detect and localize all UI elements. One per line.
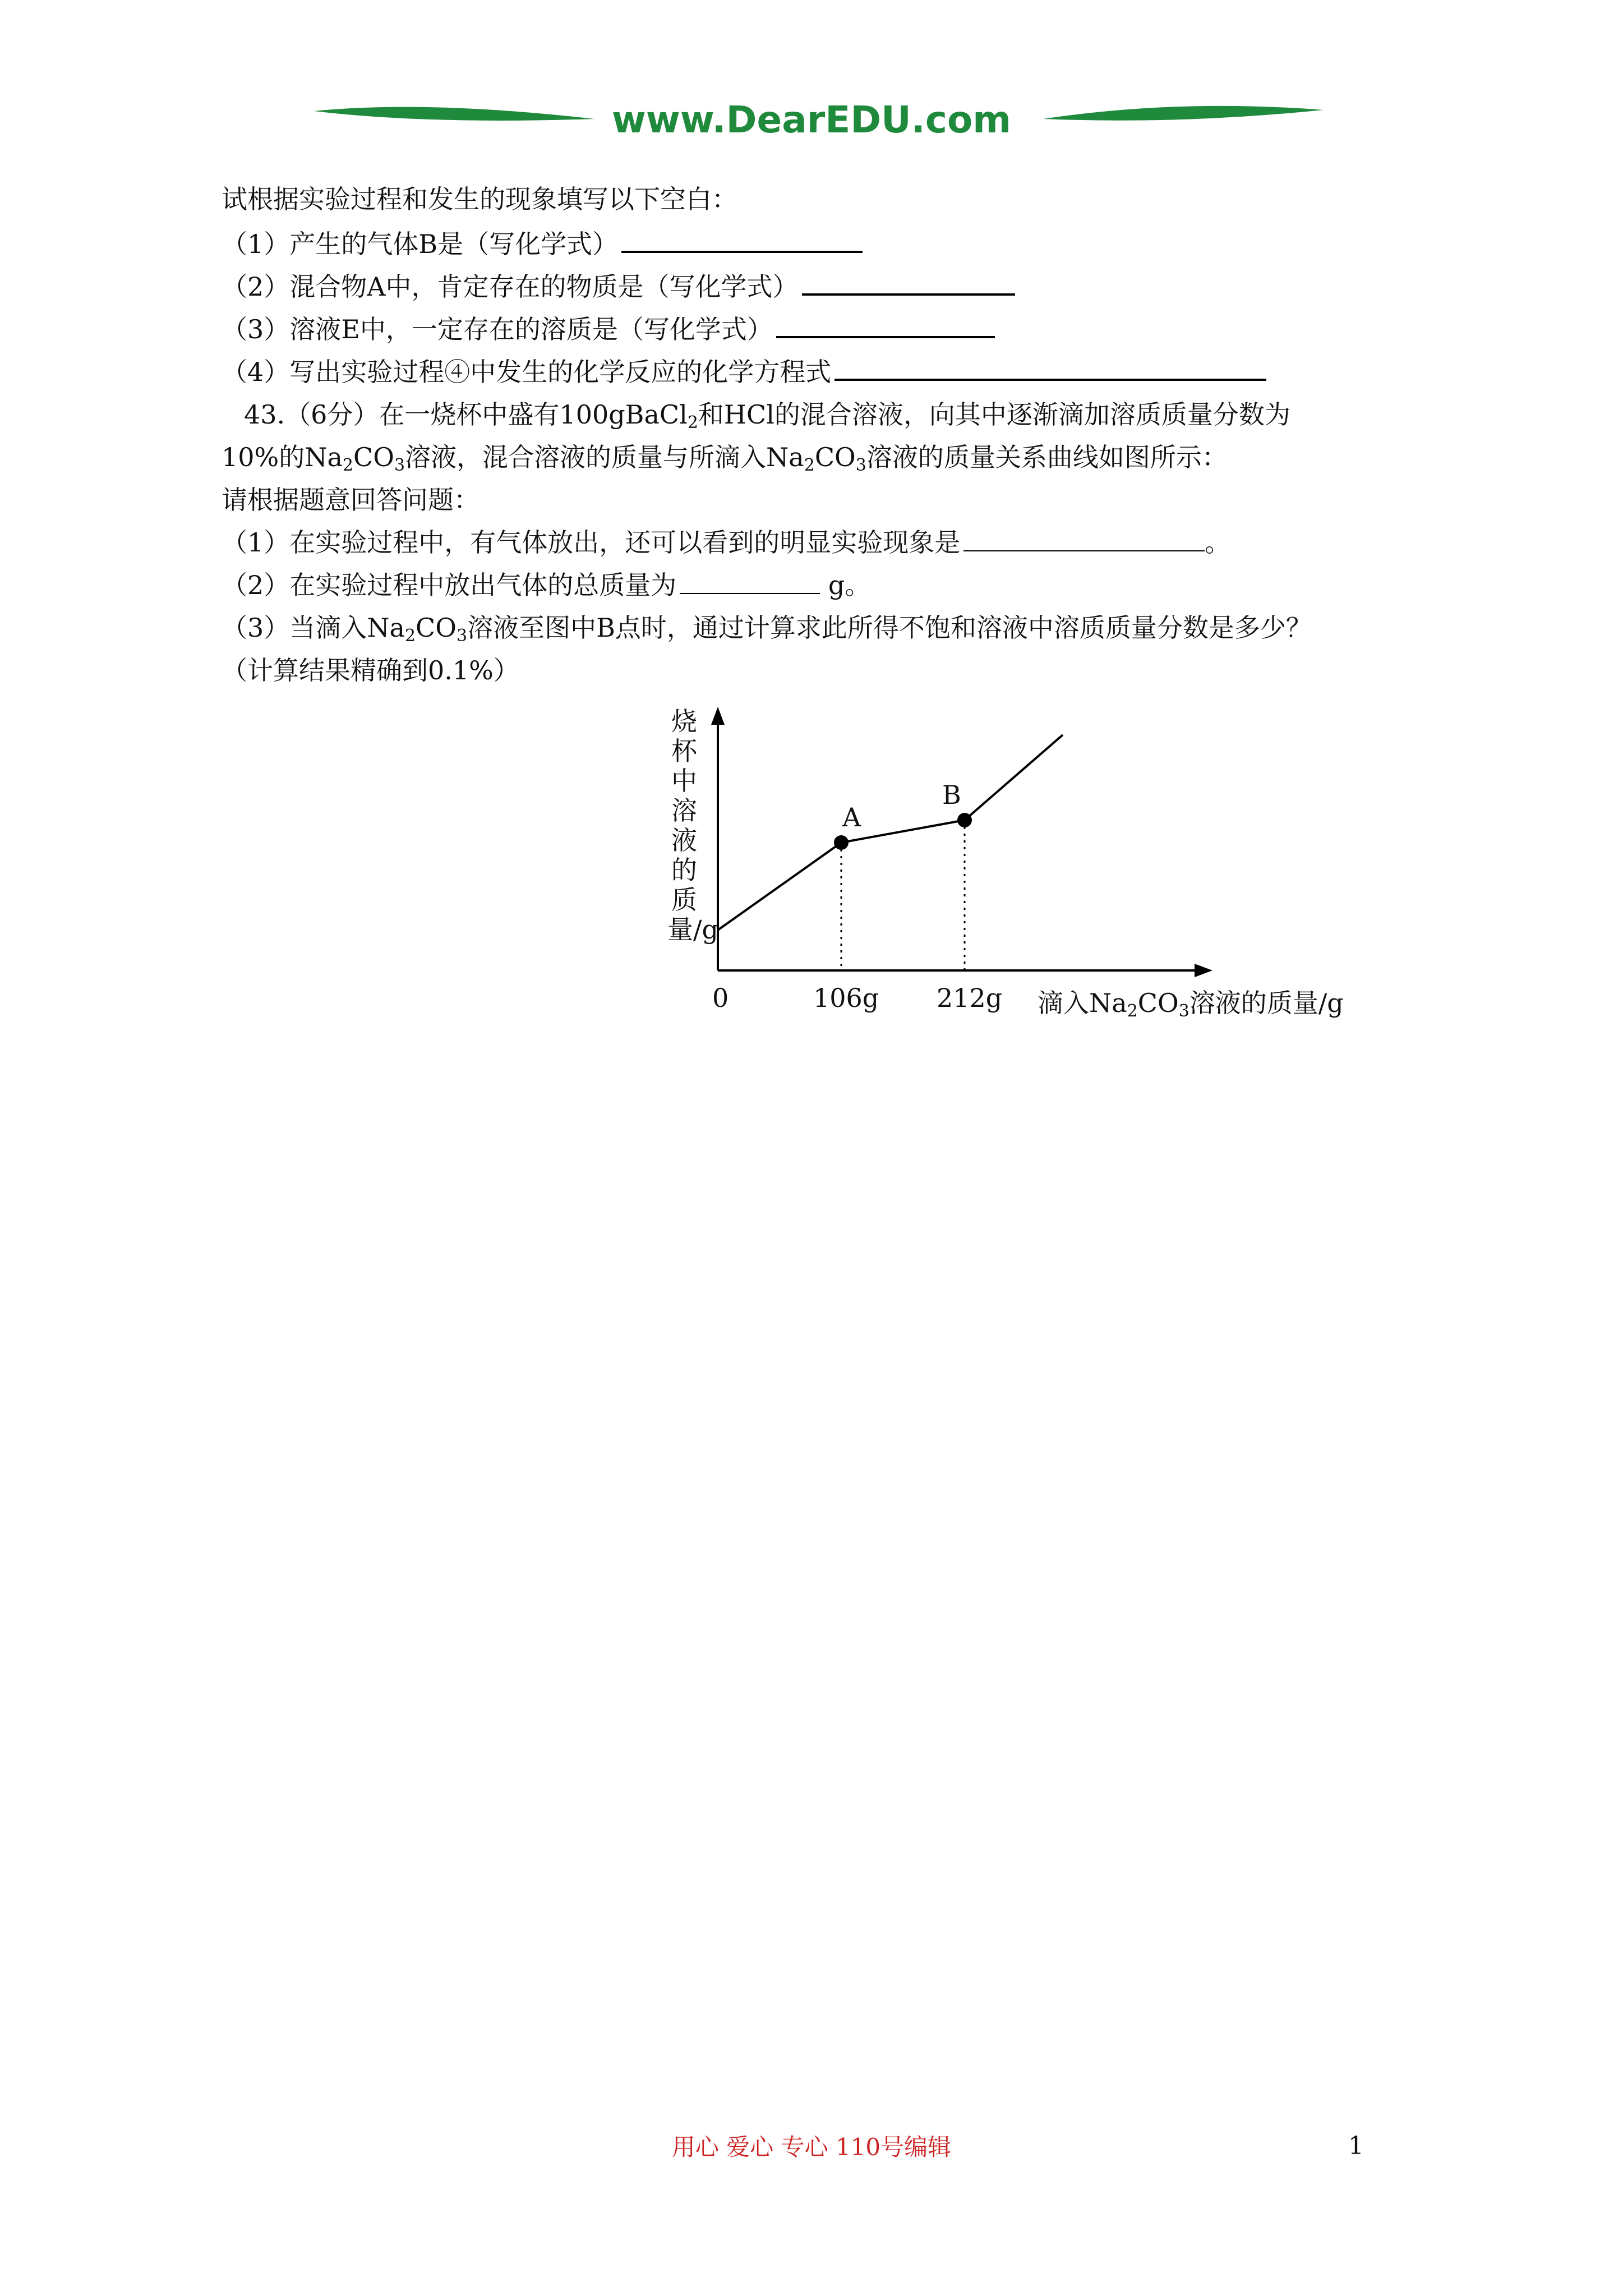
left-swoosh (314, 107, 594, 121)
q43-sub-1: （1）在实验过程中，有气体放出，还可以看到的明显实验现象是 。 (222, 524, 1230, 560)
x-tick-0: 0 (712, 983, 729, 1013)
mass-curve-line (718, 735, 1063, 930)
answer-blank[interactable] (776, 311, 995, 338)
site-name: www.DearEDU.com (611, 98, 1012, 141)
x-tick-106: 106g (813, 983, 879, 1013)
y-axis-label: 烧杯中溶液的质量/g (667, 706, 718, 945)
q42-item-3: （3）溶液E中，一定存在的溶质是（写化学式） (222, 311, 995, 347)
point-b-label: B (942, 780, 961, 810)
q43-sub-3: （3）当滴入$Na_2CO_3$溶液至图中B点时，通过计算求此所得不饱和溶液中溶质质量分数是多少？ (222, 613, 1312, 646)
chart-plot (634, 696, 1419, 1021)
q43-sub-2: （2）在实验过程中放出气体的总质量为 g。 (222, 567, 870, 603)
intro-text: 试根据实验过程和发生的现象填写以下空白： (222, 184, 737, 214)
q43-line-3: 请根据题意回答问题： (222, 485, 479, 515)
q43-line-2: 10%的$Na_2CO_3$溶液，混合溶液的质量与所滴入$Na_2CO_3$溶液的质量关系曲线如图所示： (222, 442, 1228, 475)
answer-blank[interactable] (680, 568, 820, 594)
q42-item-1: （1）产生的气体B是（写化学式） (222, 226, 863, 262)
y-axis-arrow (711, 707, 725, 725)
answer-blank[interactable] (802, 269, 1015, 296)
page-number: 1 (1348, 2132, 1364, 2160)
q43-sub-3-note: （计算结果精确到0.1%） (222, 655, 519, 685)
q42-item-4: （4）写出实验过程④中发生的化学反应的化学方程式 (222, 354, 1266, 390)
point-a-label: A (842, 802, 861, 832)
answer-blank[interactable] (834, 354, 1266, 381)
site-header-banner (0, 0, 1623, 168)
point-a-marker (834, 835, 849, 850)
x-axis-label: 滴入$Na_2CO_3$溶液的质量/g (1038, 988, 1344, 1021)
point-b-marker (957, 813, 972, 827)
q42-item-2: （2）混合物A中，肯定存在的物质是（写化学式） (222, 269, 1015, 305)
right-swoosh (1043, 106, 1324, 121)
mass-curve-chart (634, 696, 1419, 1021)
answer-blank[interactable] (621, 226, 863, 253)
x-axis-arrow (1195, 964, 1212, 977)
q43-line-1: 43.（6分）在一烧杯中盛有100gBaCl$_2$和HCl的混合溶液，向其中逐渐滴加溶质质量分数为 (244, 399, 1290, 432)
answer-blank[interactable] (963, 526, 1205, 551)
x-tick-212: 212g (937, 983, 1003, 1013)
footer-text: 用心 爱心 专心 110号编辑 (671, 2133, 952, 2161)
